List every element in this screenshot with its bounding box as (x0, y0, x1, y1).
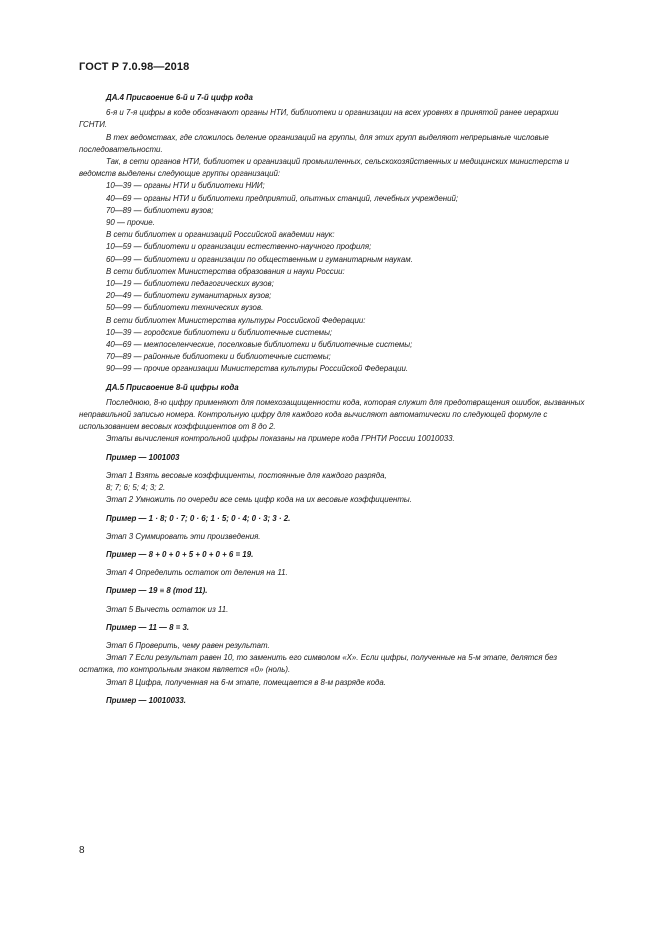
step: Этап 2 Умножить по очереди все семь цифр кода на их весовые коэффициенты. (106, 495, 412, 505)
step: Этап 6 Проверить, чему равен результат. (106, 640, 270, 650)
example: Пример — 1 · 8; 0 · 7; 0 · 6; 1 · 5; 0 · 4; 0 · 3; 3 · 2. (106, 513, 291, 523)
paragraph: 6-я и 7-я цифры в коде обозначают органы НТИ, библиотеки и организации на всех уровнях в принятой ранее иерархии ГСНТИ. (79, 108, 559, 130)
section-heading: ДА.4 Присвоение 6-й и 7-й цифр кода (106, 93, 253, 102)
list-item: 60—99 — библиотеки и организации по общественным и гуманитарным наукам. (106, 254, 413, 264)
list-item: 70—89 — библиотеки вузов; (106, 205, 214, 215)
step: Этап 4 Определить остаток от деления на 11. (106, 568, 288, 578)
list-item: 10—39 — городские библиотеки и библиотечные системы; (106, 327, 333, 337)
list-item: 90 — прочие. (106, 218, 155, 228)
paragraph: В сети библиотек и организаций Российской академии наук: (106, 230, 335, 240)
step: Этап 8 Цифра, полученная на 6-м этапе, помещается в 8-м разряде кода. (106, 677, 386, 687)
example: Пример — 11 — 8 = 3. (106, 622, 190, 632)
paragraph: Так, в сети органов НТИ, библиотек и организаций промышленных, сельскохозяйственных и медицинских министерств и ведомств выделены следующие группы организаций: (79, 157, 569, 179)
step: Этап 3 Суммировать эти произведения. (106, 531, 261, 541)
page-number: 8 (79, 845, 85, 856)
step-coefficients: 8; 7; 6; 5; 4; 3; 2. (106, 483, 166, 493)
list-item: 10—19 — библиотеки педагогических вузов; (106, 279, 274, 289)
example: Пример — 19 ≡ 8 (mod 11). (106, 586, 208, 596)
paragraph: В тех ведомствах, где сложилось деление организаций на группы, для этих групп выделяют непрерывные числовые последовательности. (79, 132, 549, 154)
list-item: 40—69 — межпоселенческие, поселковые библиотеки и библиотечные системы; (106, 340, 413, 350)
paragraph: В сети библиотек Министерства образования и науки России: (106, 266, 345, 276)
step: Этап 1 Взять весовые коэффициенты, постоянные для каждого разряда, (106, 470, 387, 480)
example: Пример — 1001003 (106, 452, 180, 462)
example: Пример — 8 + 0 + 0 + 5 + 0 + 0 + 6 = 19. (106, 549, 254, 559)
list-item: 50—99 — библиотеки технических вузов. (106, 303, 264, 313)
paragraph: Последнюю, 8-ю цифру применяют для помехозащищенности кода, которая служит для предотвращения ошибок, вызванных неправильной записью номера. Контрольную цифру для каждого кода вычисляют автоматически по следующей формуле с использованием весовых коэффициентов от 8 до 2. (79, 397, 585, 432)
list-item: 10—59 — библиотеки и организации естественно-научного профиля; (106, 242, 372, 252)
document-body (79, 90, 587, 713)
list-item: 20—49 — библиотеки гуманитарных вузов; (106, 291, 272, 301)
step: Этап 7 Если результат равен 10, то заменить его символом «X». Если цифры, полученные на 5-м этапе, делятся без остатка, то контрольным знаком является «0» (ноль). (79, 653, 558, 675)
list-item: 90—99 — прочие организации Министерства культуры Российской Федерации. (106, 364, 409, 374)
paragraph: Этапы вычисления контрольной цифры показаны на примере кода ГРНТИ России 10010033. (106, 434, 455, 444)
example: Пример — 10010033. (106, 695, 186, 705)
paragraph: В сети библиотек Министерства культуры Российской Федерации: (106, 315, 366, 325)
list-item: 40—69 — органы НТИ и библиотеки предприятий, опытных станций, лечебных учреждений; (106, 193, 459, 203)
section-heading: ДА.5 Присвоение 8-й цифры кода (106, 382, 239, 392)
list-item: 10—39 — органы НТИ и библиотеки НИИ; (106, 181, 265, 191)
step: Этап 5 Вычесть остаток из 11. (106, 604, 229, 614)
list-item: 70—89 — районные библиотеки и библиотечные системы; (106, 352, 331, 362)
document-header: ГОСТ Р 7.0.98—2018 (79, 61, 190, 73)
